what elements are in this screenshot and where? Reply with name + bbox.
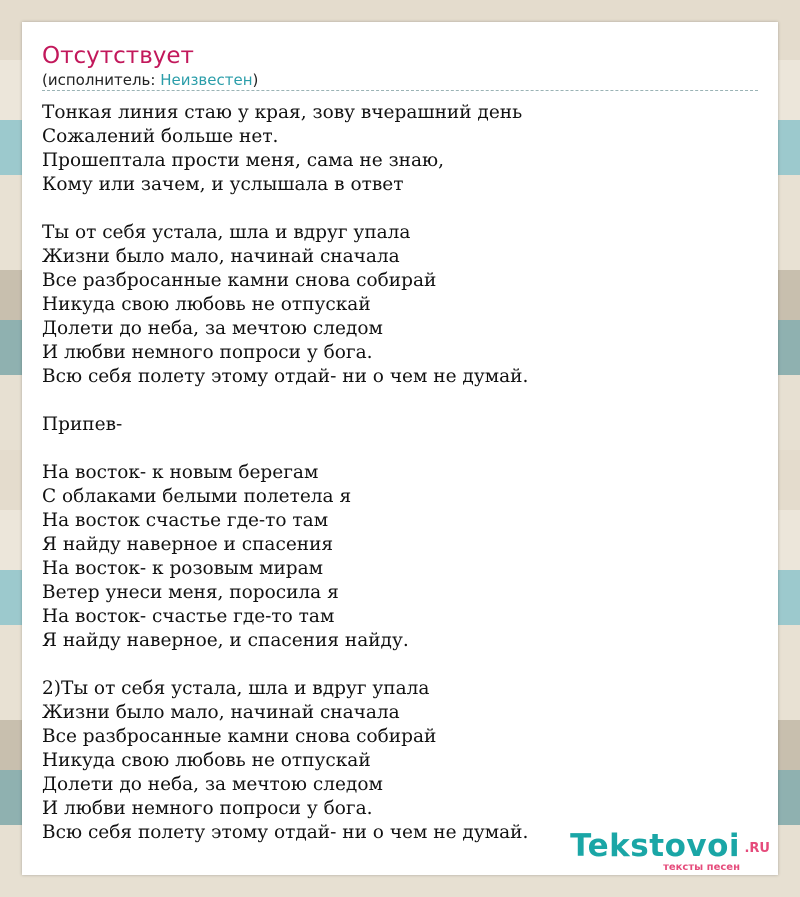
artist-suffix: ) — [252, 71, 259, 89]
song-title: Отсутствует — [42, 43, 194, 69]
site-logo[interactable] — [550, 829, 770, 875]
artist-link[interactable]: Неизвестен — [160, 71, 253, 89]
artist-prefix: (исполнитель: — [42, 71, 161, 89]
logo-brand: Tekstovoi — [570, 828, 740, 864]
lyrics-text: Тонкая линия стаю у края, зову вчерашний день Сожалений больше нет. Прошептала прости меня, сама не знаю, Кому или зачем, и услышала в ответ Ты от себя устала, шла и вдруг упала Жизни было мало, начинай сначала Все разбросанные камни снова собирай Никуда свою любовь не отпускай Долети до неба, за мечтою следом И любви немного попроси у бога. Всю себя полету этому отдай- ни о чем не думай. Припев- На восток- к новым берегам С облаками белыми полетела я На восток счастье где-то там Я найду наверное и спасения На восток- к розовым мирам Ветер унеси меня, поросила я На восток- счастье где-то там Я найду наверное, и спасения найду. 2)Ты от себя устала, шла и вдруг упала Жизни было мало, начинай сначала Все разбросанные камни снова собирай Никуда свою любовь не отпускай Долети до неба, за мечтою следом И любви немного попроси у бога. Всю себя полету этому отдай- ни о чем не думай. — [42, 102, 529, 843]
logo-tagline: тексты песен — [663, 862, 740, 873]
lyrics-card — [22, 22, 778, 875]
logo-tld: .RU — [744, 841, 770, 856]
title-divider — [42, 90, 758, 91]
artist-line — [42, 70, 258, 90]
